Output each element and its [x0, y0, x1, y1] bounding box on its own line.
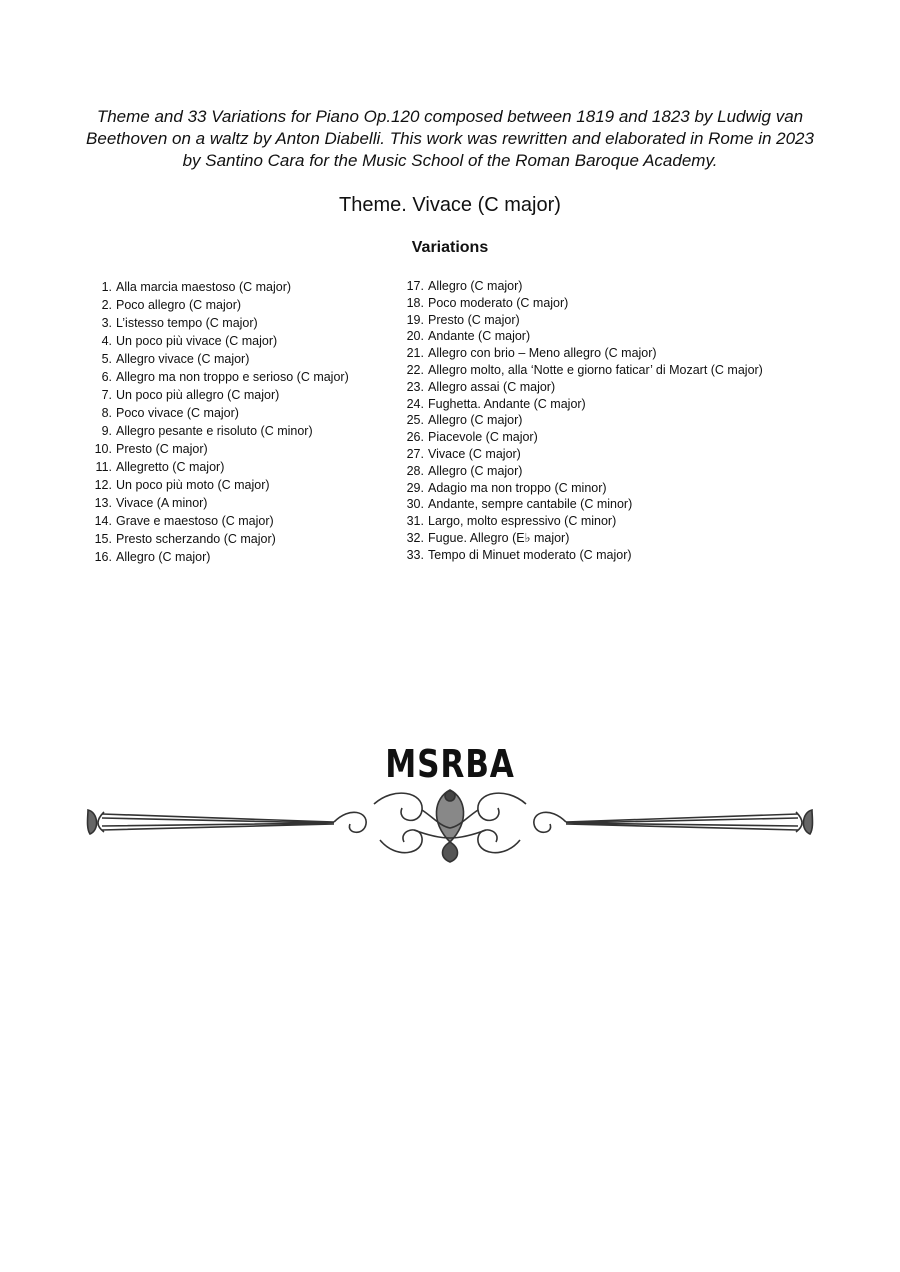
variation-title: Presto scherzando (C major): [116, 532, 276, 546]
variation-title: Allegro vivace (C major): [116, 352, 250, 366]
variation-item: [404, 513, 763, 530]
variation-number: 31.: [406, 514, 424, 529]
variation-number: 23.: [406, 379, 424, 394]
variation-item: [404, 396, 763, 413]
variation-item: [92, 440, 349, 458]
variation-number: 30.: [406, 497, 424, 512]
variation-number: 8.: [101, 406, 112, 420]
variation-title: Poco vivace (C major): [116, 406, 239, 420]
variation-title: Un poco più moto (C major): [116, 478, 270, 492]
variation-title: Allegretto (C major): [116, 460, 225, 474]
msrba-logo: MSRBA: [385, 742, 515, 786]
variation-item: [92, 386, 349, 404]
variation-item: [92, 404, 349, 422]
variation-item: [92, 314, 349, 332]
variation-number: 4.: [101, 334, 112, 348]
variation-title: Fughetta. Andante (C major): [428, 396, 586, 411]
variation-item: [92, 278, 349, 296]
variation-item: [92, 368, 349, 386]
variation-item: [404, 345, 763, 362]
variations-list-left: [92, 278, 349, 566]
variation-number: 6.: [101, 370, 112, 384]
variation-item: [404, 429, 763, 446]
variation-number: 14.: [94, 514, 112, 528]
variation-title: Andante (C major): [428, 329, 531, 344]
intro-paragraph: Theme and 33 Variations for Piano Op.120 composed between 1819 and 1823 by Ludwig van Beethoven on a waltz by Anton Diabelli. This work was rewritten and elaborated in Rome in 2023 by Santino Cara for the Music School of the Roman Baroque Academy.: [86, 107, 814, 170]
variation-number: 26.: [406, 430, 424, 445]
variation-number: 17.: [406, 279, 424, 293]
variation-item: [404, 530, 763, 547]
variation-title: Allegro pesante e risoluto (C minor): [116, 424, 313, 438]
variation-number: 29.: [406, 480, 424, 495]
ornamental-divider-icon: [84, 782, 816, 864]
variation-title: Un poco più vivace (C major): [116, 334, 278, 348]
variation-title: Piacevole (C major): [428, 430, 538, 445]
variation-number: 28.: [406, 463, 424, 478]
variation-item: [92, 548, 349, 566]
variation-number: 33.: [406, 547, 424, 562]
variation-title: Grave e maestoso (C major): [116, 514, 274, 528]
variation-item: [92, 530, 349, 548]
variation-item: [92, 494, 349, 512]
variation-item: [92, 422, 349, 440]
variation-title: Presto (C major): [428, 312, 520, 327]
variation-item: [92, 458, 349, 476]
variation-item: [404, 480, 763, 497]
variation-item: [404, 463, 763, 480]
variation-number: 2.: [101, 298, 112, 312]
variation-title: Allegro (C major): [428, 279, 523, 293]
variation-number: 18.: [406, 295, 424, 310]
variation-number: 25.: [406, 413, 424, 428]
variation-number: 16.: [94, 550, 112, 564]
variation-number: 20.: [406, 329, 424, 344]
variation-number: 5.: [101, 352, 112, 366]
variation-item: [404, 328, 763, 345]
variation-item: [404, 379, 763, 396]
theme-title: Theme. Vivace (C major): [339, 194, 561, 216]
variation-title: Vivace (A minor): [116, 496, 208, 510]
variation-title: Fugue. Allegro (E♭ major): [428, 530, 570, 545]
variation-item: [404, 278, 763, 295]
variations-list-right: [404, 278, 763, 564]
variation-title: Tempo di Minuet moderato (C major): [428, 547, 632, 562]
variation-number: 7.: [101, 388, 112, 402]
variation-title: Andante, sempre cantabile (C minor): [428, 497, 633, 512]
variations-heading: Variations: [411, 239, 489, 256]
variation-title: Allegro ma non troppo e serioso (C major): [116, 370, 349, 384]
variation-item: [404, 312, 763, 329]
variation-title: Largo, molto espressivo (C minor): [428, 514, 617, 529]
variation-number: 10.: [94, 442, 112, 456]
variation-item: [404, 295, 763, 312]
variation-number: 19.: [406, 312, 424, 327]
variation-item: [92, 512, 349, 530]
variation-title: Adagio ma non troppo (C minor): [428, 480, 607, 495]
variation-item: [404, 412, 763, 429]
variation-number: 24.: [406, 396, 424, 411]
variation-number: 9.: [101, 424, 112, 438]
variation-title: Allegro (C major): [428, 413, 523, 428]
variation-item: [92, 296, 349, 314]
variation-number: 3.: [101, 316, 112, 330]
variation-number: 1.: [101, 280, 112, 294]
variation-title: L’istesso tempo (C major): [116, 316, 258, 330]
variation-number: 13.: [94, 496, 112, 510]
variation-number: 22.: [406, 362, 424, 377]
variation-title: Allegro assai (C major): [428, 379, 556, 394]
variation-item: [92, 350, 349, 368]
variation-item: [404, 496, 763, 513]
variation-title: Allegro (C major): [116, 550, 211, 564]
variation-title: Alla marcia maestoso (C major): [116, 280, 292, 294]
variation-item: [92, 332, 349, 350]
variation-number: 27.: [406, 446, 424, 461]
variation-title: Allegro molto, alla ‘Notte e giorno faticar’ di Mozart (C major): [428, 362, 763, 377]
variation-title: Un poco più allegro (C major): [116, 388, 280, 402]
variation-title: Vivace (C major): [428, 446, 521, 461]
variation-title: Allegro con brio – Meno allegro (C major): [428, 346, 657, 361]
variation-number: 32.: [406, 530, 424, 545]
variation-number: 15.: [94, 532, 112, 546]
variation-number: 12.: [94, 478, 112, 492]
variation-title: Presto (C major): [116, 442, 208, 456]
variation-item: [404, 547, 763, 564]
variation-item: [92, 476, 349, 494]
variation-item: [404, 362, 763, 379]
variation-item: [404, 446, 763, 463]
variation-title: Allegro (C major): [428, 463, 523, 478]
variation-title: Poco moderato (C major): [428, 295, 569, 310]
variation-number: 21.: [406, 346, 424, 361]
variation-number: 11.: [95, 460, 112, 474]
variation-title: Poco allegro (C major): [116, 298, 242, 312]
